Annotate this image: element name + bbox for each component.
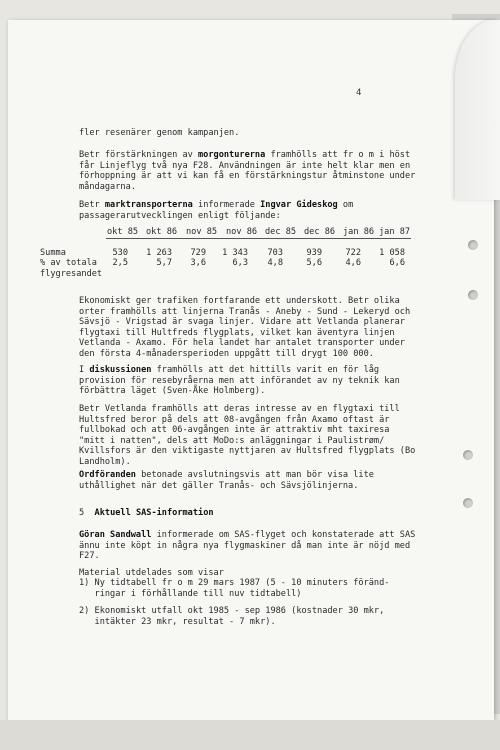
table-header: jan 86	[343, 227, 375, 237]
table-cell: 703	[267, 248, 283, 258]
table-header: dec 85	[265, 227, 297, 237]
table-cell: 729	[190, 248, 206, 258]
table-cell: 3,6	[190, 258, 206, 268]
list-item: 2) Ekonomiskt utfall okt 1985 - sep 1986 (kostnader 30 mkr, intäkter 23 mkr, resultat - 7 mkr).	[79, 606, 385, 627]
paragraph-sas: Göran Sandwall informerade om SAS-flyget och konstaterade att SAS ännu inte köpt in några nya flygmaskiner då man inte är nöjd med F27.	[79, 530, 416, 561]
table-cell: 939	[306, 248, 322, 258]
table-header: nov 85	[186, 227, 218, 237]
table-rule	[106, 238, 411, 239]
paragraph-1: fler resenärer genom kampanjen.	[79, 128, 240, 138]
table-cell: 4,8	[267, 258, 283, 268]
table-cell: 2,5	[112, 258, 128, 268]
page-number: 4	[356, 88, 362, 98]
table-cell: 4,6	[345, 258, 361, 268]
list-item: 1) Ny tidtabell fr o m 29 mars 1987 (5 - 10 minuters föränd- ringar i förhållande till nuv tidtabell)	[79, 578, 390, 599]
row-label: % av totala flygresandet	[40, 258, 103, 279]
table-header: dec 86	[304, 227, 336, 237]
table-cell: 1 263	[146, 248, 172, 258]
table-header: okt 85	[107, 227, 139, 237]
punch-hole	[468, 240, 478, 250]
punch-hole	[463, 450, 473, 460]
table-cell: 5,6	[306, 258, 322, 268]
paragraph-chairman: Ordföranden betonade avslutningsvis att man bör visa lite uthållighet när det gäller Tranås- och Sävsjölinjerna.	[79, 470, 374, 491]
paragraph-economy: Ekonomiskt ger trafiken fortfarande ett underskott. Betr olika orter framhölls att linjerna Tranås - Aneby - Sund - Lekeryd och Sävsjö - Vrigstad är svaga linjer. Vidare att Vetlanda planerar flygtaxi till Hultfreds flygplats, vilket kan äventyra linjen Vetlanda - Axamo. För hela landet har antalet transporter under den första 4-månadersperioden uppgått till drygt 100 000.	[79, 296, 411, 359]
paragraph-morning-tours: Betr förstärkningen av morgonturerna framhölls att fr o m i höst får Linjeflyg två nya F28. Användningen är inte helt klar men en förhoppning är att vi kan få en förstärkningstur åtminstone under måndagarna.	[79, 150, 416, 192]
table-cell: 722	[345, 248, 361, 258]
paragraph-discussion: I diskussionen framhölls att det hittills varit en för låg provision för resebyråerna men att införandet av ny teknik kan förbättra läget (Sven-Åke Holmberg).	[79, 365, 400, 396]
table-cell: 6,3	[232, 258, 248, 268]
table-header: okt 86	[146, 227, 178, 237]
punch-hole	[468, 290, 478, 300]
paragraph-vetlanda: Betr Vetlanda framhölls att deras intresse av en flygtaxi till Hultsfred beror på dels att 08-avgången från Axamo oftast är fullbokad och att 06-avgången inte är attraktiv mht taxiresa "mitt i natten", dels att MoDo:s anläggningar i Paulistrøm/ Kvillsfors är den viktigaste nyttjaren av Hultsfred flygplats (Bo Landholm).	[79, 404, 416, 467]
table-cell: 1 058	[379, 248, 405, 258]
desk-edge	[0, 720, 500, 750]
row-label: Summa	[40, 248, 66, 258]
table-cell: 6,6	[389, 258, 405, 268]
table-cell: 5,7	[156, 258, 172, 268]
table-header: nov 86	[226, 227, 258, 237]
punch-hole	[463, 498, 473, 508]
paragraph-ground-transport: Betr marktransporterna informerade Ingvar Gideskog om passagerarutvecklingen enligt följande:	[79, 200, 354, 221]
table-header: jan 87	[379, 227, 411, 237]
next-page-curl	[455, 20, 500, 200]
table-cell: 530	[112, 248, 128, 258]
materials-intro: Material utdelades som visar	[79, 568, 224, 578]
section-heading: 5 Aktuell SAS-information	[79, 508, 214, 518]
table-cell: 1 343	[222, 248, 248, 258]
